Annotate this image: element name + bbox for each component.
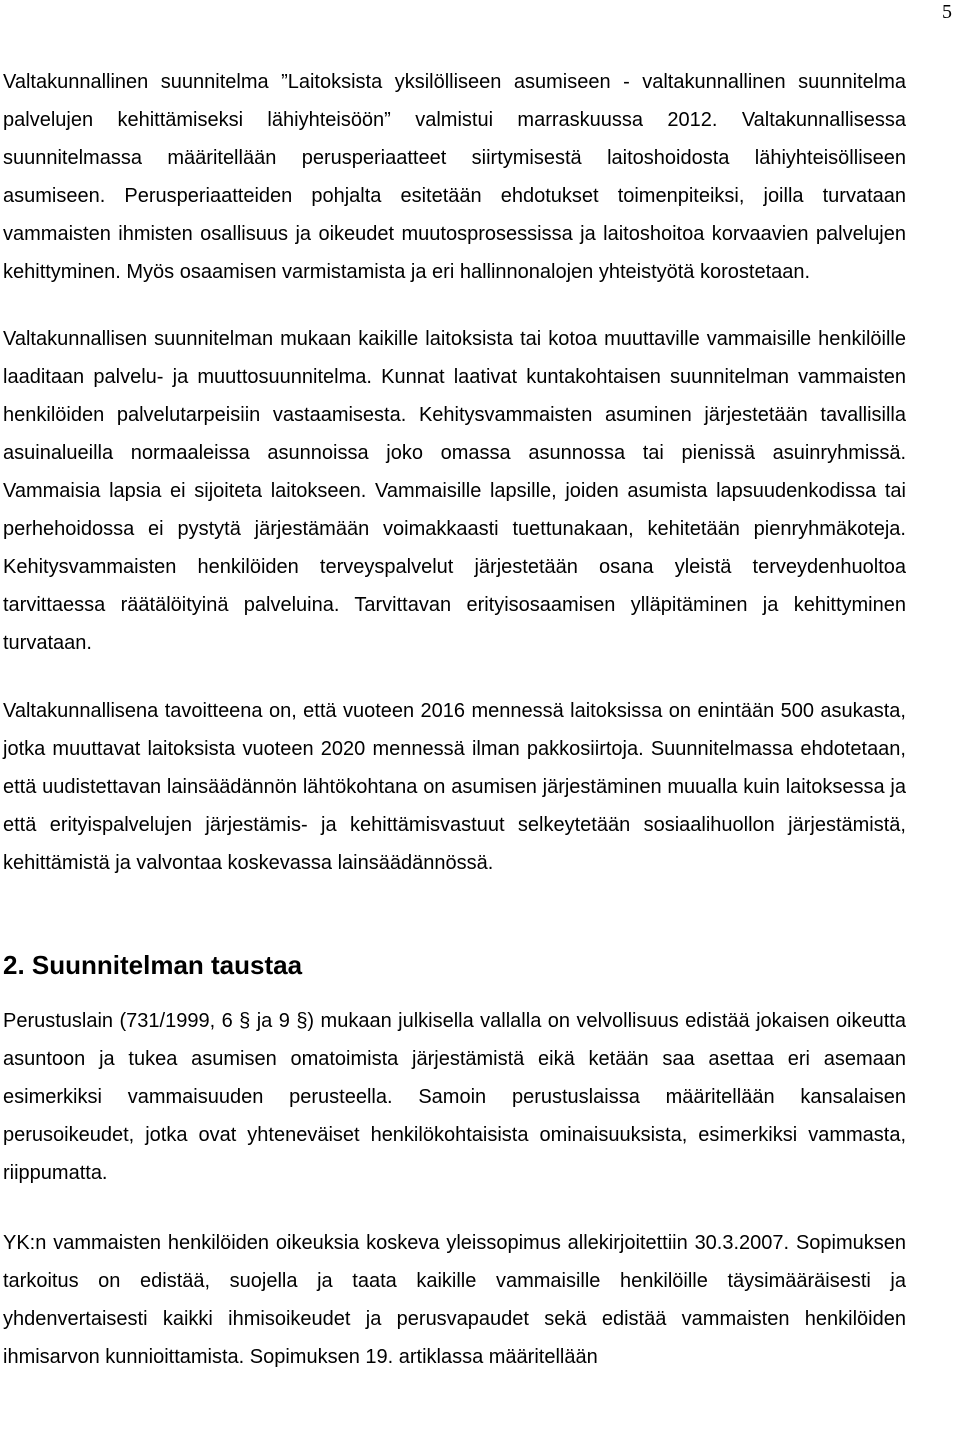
paragraph-spacer bbox=[3, 662, 906, 692]
paragraph-constitution: Perustuslain (731/1999, 6 § ja 9 §) mukaan julkisella vallalla on velvollisuus edistää jokaisen oikeutta asuntoon ja tukea asumisen omatoimista järjestämistä eikä ketään saa asettaa eri asemaan esimerkiksi vammaisuuden perusteella. Samoin perustuslaissa määritellään kansalaisen perusoikeudet, jotka ovat yhteneväiset henkilökohtaisista ominaisuuksista, esimerkiksi vammasta, riippumatta. bbox=[3, 1010, 906, 1184]
section-heading: 2. Suunnitelman taustaa bbox=[3, 950, 303, 980]
paragraph-plan-contents: Valtakunnallisen suunnitelman mukaan kaikille laitoksista tai kotoa muuttaville vammaisille henkilöille laaditaan palvelu- ja muuttosuunnitelma. Kunnat laativat kuntakohtaisen suunnitelman vammaisten henkilöiden palvelutarpeisiin vastaamisesta. Kehitysvammaisten asuminen järjestetään tavallisilla asuinalueilla normaaleissa asunnoissa joko omassa asunnossa tai pienissä asuinryhmissä. Vammaisia lapsia ei sijoiteta laitokseen. Vammaisille lapsille, joiden asumista lapsuudenkodissa tai perhehoidossa ei pystytä järjestämään voimakkaasti tuettunakaan, kehitetään pienryhmäkoteja. Kehitysvammaisten henkilöiden terveyspalvelut järjestetään osana yleistä terveydenhuoltoa tarvittaessa räätälöityinä palveluina. Tarvittavan erityisosaamisen ylläpitäminen ja kehittyminen turvataan. bbox=[3, 328, 906, 654]
paragraph-spacer bbox=[3, 291, 906, 320]
paragraph-national-plan: Valtakunnallinen suunnitelma ”Laitoksista yksilölliseen asumiseen - valtakunnallinen suunnitelma palvelujen kehittämiseksi lähiyhteisöön” valmistui marraskuussa 2012. Valtakunnallisessa suunnitelmassa määritellään perusperiaatteet siirtymisestä laitoshoidosta lähiyhteisölliseen asumiseen. Perusperiaatteiden pohjalta esitetään ehdotukset toimenpiteiksi, joilla turvataan vammaisten ihmisten osallisuus ja oikeudet muutosprosessissa ja laitoshoitoa korvaavien palvelujen kehittyminen. Myös osaamisen varmistamista ja eri hallinnonalojen yhteistyötä korostetaan. bbox=[3, 71, 906, 283]
page-number: 5 bbox=[942, 1, 952, 23]
paragraph-un-convention: YK:n vammaisten henkilöiden oikeuksia koskeva yleissopimus allekirjoitettiin 30.3.2007. Sopimuksen tarkoitus on edistää, suojella ja taata kaikille vammaisille henkilöille täysimääräisesti ja yhdenvertaisesti kaikki ihmisoikeudet ja perusvapaudet sekä edistää vammaisten henkilöiden ihmisarvon kunnioittamista. Sopimuksen 19. artiklassa määritellään bbox=[3, 1232, 906, 1368]
heading-spacer bbox=[3, 882, 906, 945]
document-body bbox=[3, 63, 906, 1376]
paragraph-national-goal: Valtakunnallisena tavoitteena on, että vuoteen 2016 mennessä laitoksissa on enintään 500 asukasta, jotka muuttavat laitoksista vuoteen 2020 mennessä ilman pakkosiirtoja. Suunnitelmassa ehdotetaan, että uudistettavan lainsäädännön lähtökohtana on asumisen järjestäminen muualla kuin laitoksessa ja että erityispalvelujen järjestämis- ja kehittämisvastuut selkeytetään sosiaalihuollon järjestämistä, kehittämistä ja valvontaa koskevassa lainsäädännössä. bbox=[3, 700, 906, 874]
heading-spacer bbox=[3, 985, 906, 1002]
paragraph-spacer bbox=[3, 1192, 906, 1224]
